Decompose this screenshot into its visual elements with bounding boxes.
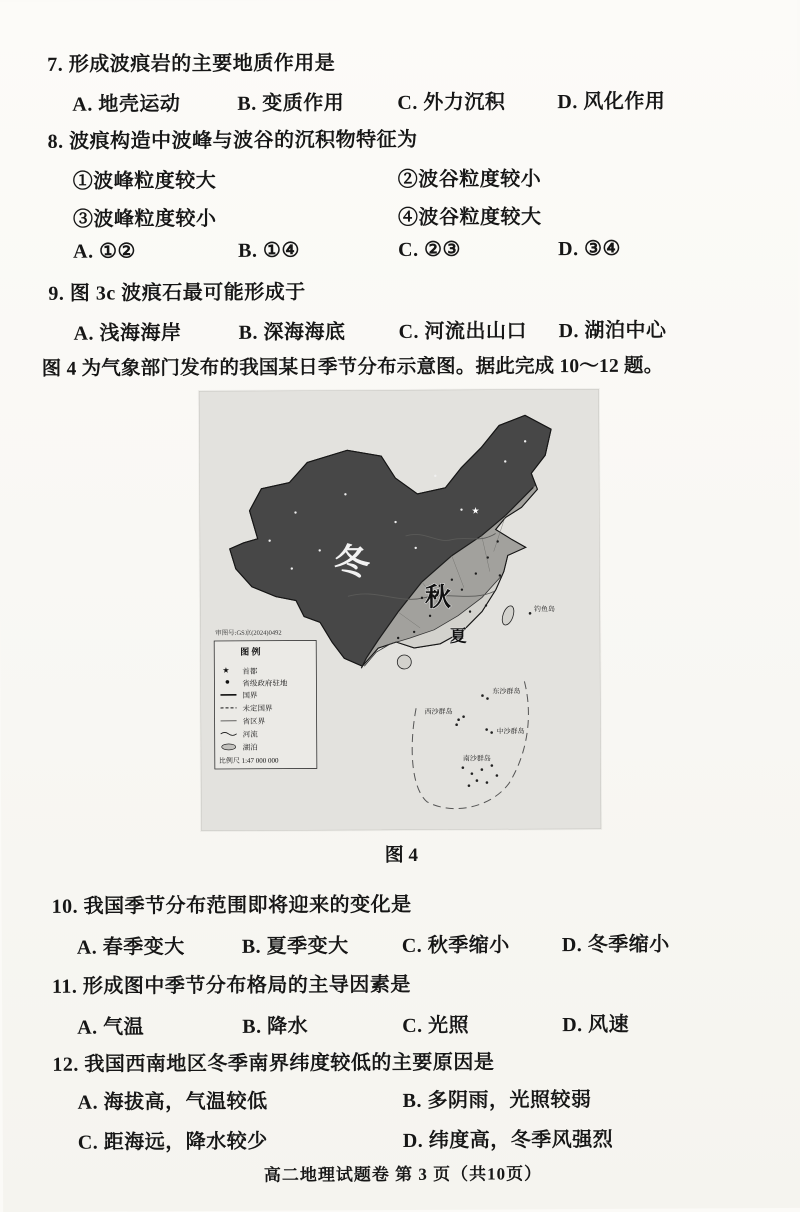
option-d: D. 冬季缩小 — [562, 927, 766, 957]
option-a: A. 春季变大 — [77, 930, 242, 960]
option-c: C. 河流出山口 — [398, 314, 558, 344]
legend-province-boundary: 省区界 — [243, 716, 266, 726]
legend-title: 图 例 — [240, 646, 260, 657]
option-a: A. ①② — [73, 238, 238, 264]
question-8-statements-row1 — [73, 161, 762, 194]
statement-2: ②波谷粒度较小 — [398, 161, 762, 192]
season-map — [199, 389, 601, 831]
capital-star-icon: ★ — [471, 506, 479, 516]
option-b: B. 夏季变大 — [242, 929, 402, 959]
option-c: C. 距海远，降水较少 — [78, 1124, 403, 1155]
capital-symbol-icon: ★ — [222, 666, 229, 675]
option-b: B. 降水 — [242, 1009, 402, 1039]
question-8-stem: 8. 波痕构造中波峰与波谷的沉积物特征为 — [47, 121, 761, 154]
nansha-label: 南沙群岛 — [463, 754, 491, 763]
legend-scale: 比例尺 1:47 000 000 — [219, 756, 279, 765]
option-a: A. 海拔高，气温较低 — [78, 1084, 403, 1115]
question-8-statements-row2 — [73, 199, 762, 232]
statement-1: ①波峰粒度较大 — [73, 163, 398, 194]
question-12-options-row2 — [78, 1122, 767, 1155]
option-c: C. 外力沉积 — [397, 85, 557, 115]
question-10-stem: 10. 我国季节分布范围即将迎来的变化是 — [51, 886, 765, 919]
question-8-options — [73, 235, 762, 264]
legend-capital: 首都 — [242, 666, 258, 676]
map-legend — [214, 640, 317, 769]
option-b: B. 深海海底 — [238, 315, 398, 345]
question-11-options — [77, 1007, 766, 1040]
question-9-stem: 9. 图 3c 波痕石最可能形成于 — [48, 273, 762, 306]
question-12-options-row1 — [78, 1082, 767, 1115]
question-12-stem: 12. 我国西南地区冬季南界纬度较低的主要原因是 — [52, 1044, 766, 1077]
option-d: D. ③④ — [558, 235, 762, 261]
provincial-seat-symbol-icon — [226, 680, 230, 684]
lake-symbol — [222, 744, 236, 750]
season-map-figure — [199, 389, 601, 831]
statement-3: ③波峰粒度较小 — [73, 201, 398, 232]
option-d: D. 风化作用 — [557, 84, 761, 114]
question-7-stem: 7. 形成波痕岩的主要地质作用是 — [47, 44, 761, 77]
option-c: C. 光照 — [402, 1008, 562, 1038]
option-b: B. ①④ — [238, 237, 398, 263]
figure-caption: 图 4 — [1, 838, 800, 869]
legend-lake: 湖泊 — [243, 742, 259, 752]
question-9-options — [73, 313, 762, 346]
zhongsha-label: 中沙群岛 — [497, 726, 525, 735]
option-d: D. 风速 — [562, 1007, 766, 1037]
xisha-label: 西沙群岛 — [425, 707, 453, 716]
figure-intro: 图 4 为气象部门发布的我国某日季节分布示意图。据此完成 10～12 题。 — [42, 349, 763, 381]
option-c: C. ②③ — [398, 236, 558, 262]
question-10-options — [77, 927, 766, 960]
legend-undefined-boundary: 未定国界 — [243, 703, 274, 713]
option-d: D. 纬度高，冬季风强烈 — [403, 1122, 767, 1153]
winter-label: 冬 — [334, 542, 370, 582]
option-b: B. 多阴雨，光照较弱 — [403, 1082, 767, 1113]
option-a: A. 浅海海岸 — [73, 316, 238, 346]
diaoyu-label: 钓鱼岛 — [534, 604, 555, 613]
option-a: A. 地壳运动 — [72, 87, 237, 117]
option-d: D. 湖泊中心 — [558, 313, 762, 343]
legend-provincial-seat: 省级政府驻地 — [242, 678, 288, 688]
option-b: B. 变质作用 — [237, 86, 397, 116]
legend-national-boundary: 国界 — [242, 691, 258, 700]
legend-river: 河流 — [243, 729, 259, 739]
map-approval-number: 审图号:GS京(2024)0492 — [215, 628, 281, 637]
statement-4: ④波谷粒度较大 — [398, 199, 762, 230]
question-7-options — [72, 84, 761, 117]
autumn-label: 秋 — [425, 583, 451, 612]
question-11-stem: 11. 形成图中季节分布格局的主导因素是 — [52, 966, 766, 999]
option-a: A. 气温 — [77, 1010, 242, 1040]
hainan-island — [397, 655, 411, 669]
dongsha-label: 东沙群岛 — [492, 686, 520, 695]
page-footer: 高二地理试题卷 第 3 页（共10页） — [3, 1158, 800, 1187]
option-c: C. 秋季缩小 — [402, 928, 562, 958]
summer-label: 夏 — [450, 626, 467, 646]
